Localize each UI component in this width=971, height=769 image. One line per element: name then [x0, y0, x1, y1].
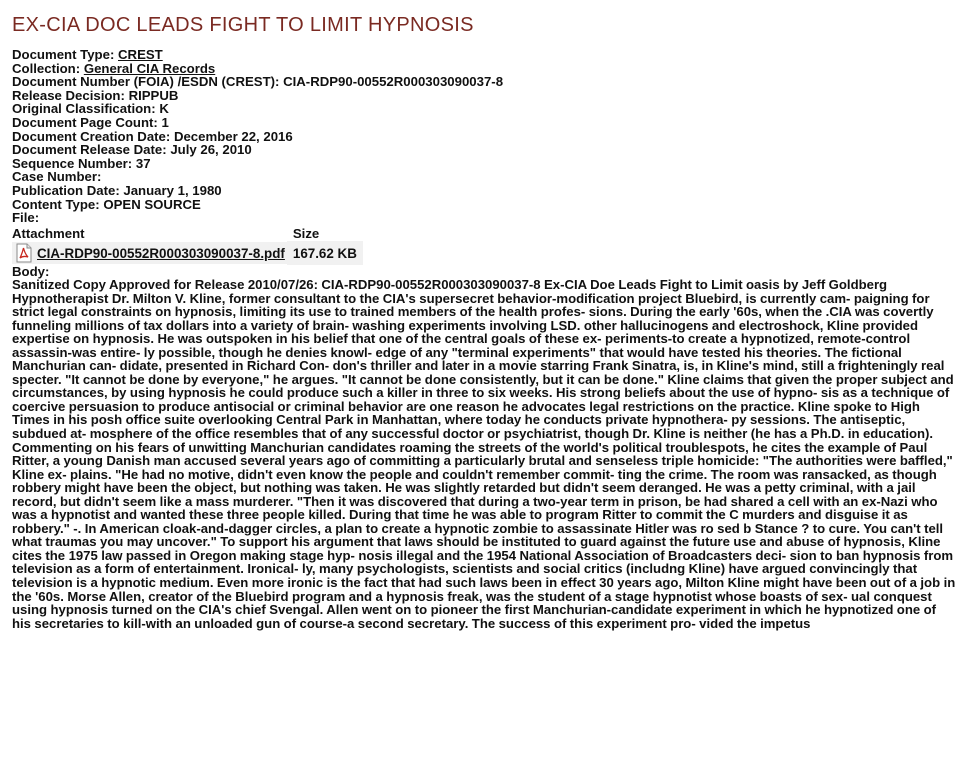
meta-label: Document Number (FOIA) /ESDN (CREST):: [12, 74, 280, 90]
meta-value: 37: [135, 155, 151, 171]
meta-sequence-number: [12, 157, 957, 171]
meta-label: Release Decision:: [12, 87, 125, 103]
meta-creation-date: [12, 130, 957, 144]
meta-value: July 26, 2010: [170, 142, 252, 158]
meta-label: Collection:: [12, 60, 81, 76]
meta-value: RIPPUB: [128, 87, 179, 103]
page-title: EX-CIA DOC LEADS FIGHT TO LIMIT HYPNOSIS: [12, 14, 474, 36]
meta-label: Document Release Date:: [12, 142, 167, 158]
meta-value: OPEN SOURCE: [103, 196, 201, 212]
meta-release-date: [12, 143, 957, 157]
metadata-block: [12, 48, 957, 225]
meta-value: 1: [161, 114, 169, 130]
meta-label: Document Page Count:: [12, 114, 158, 130]
meta-value: January 1, 1980: [123, 182, 222, 198]
attachment-pdf-link[interactable]: CIA-RDP90-00552R000303090037-8.pdf: [37, 245, 285, 261]
meta-label: Original Classification:: [12, 101, 156, 117]
meta-value: K: [159, 101, 169, 117]
meta-label: Sequence Number:: [12, 155, 133, 171]
meta-document-number: [12, 75, 957, 89]
meta-label: File:: [12, 210, 40, 226]
collection-link[interactable]: General CIA Records: [83, 60, 216, 76]
meta-label: Publication Date:: [12, 182, 120, 198]
document-type-link[interactable]: CREST: [118, 47, 163, 62]
meta-label: Case Number:: [12, 169, 102, 185]
meta-label: Document Type:: [12, 47, 115, 62]
meta-file: [12, 211, 957, 225]
meta-release-decision: [12, 89, 957, 103]
meta-case-number: [12, 170, 957, 184]
meta-content-type: [12, 198, 957, 212]
meta-value: December 22, 2016: [173, 128, 293, 144]
meta-page-count: [12, 116, 957, 130]
attachment-cell: [12, 241, 287, 265]
size-column-header: Size: [292, 226, 320, 241]
meta-label: Document Creation Date:: [12, 128, 171, 144]
meta-value: CIA-RDP90-00552R000303090037-8: [283, 74, 504, 90]
body-label: Body:: [12, 264, 50, 279]
meta-publication-date: [12, 184, 957, 198]
attachment-header-row: [12, 226, 363, 241]
attachment-row: [12, 241, 363, 265]
attachment-column-header: Attachment: [12, 226, 85, 241]
meta-document-type: [12, 48, 957, 62]
attachment-file: [12, 242, 287, 264]
body-text: Sanitized Copy Approved for Release 2010/07/26: CIA-RDP90-00552R000303090037-8 Ex-CIA Doe Leads Fight to Limit oasis by Jeff Goldberg Hypnotherapist Dr. Milton V. Kline, former consultant to the CIA's supersecret behavior-modification project Bluebird, is currently cam- paigning for strict legal constraints on hypnosis, limiting its use to trained members of the health profes- sions. During the early '60s, when the .CIA was covertly funneling millions of tax dollars into a variety of brain- washing experiments involving LSD. other hallucinogens and electroshock, Kline provided expertise on hypnosis. He was outspoken in his belief that one of the central goals of these ex- periments-to create a hypnotized, remote-control assassin-was entire- ly possible, though he denies knowl- edge of any "terminal experiments" that would have tested his theories. The fictional Manchurian can- didate, presented in Richard Con- don's thriller and later in a movie starring Frank Sinatra, is, in Kline's mind, still a frighteningly real specter. "It cannot be done by everyone," he argues. "It cannot be done consistently, but it can be done." Kline claims that given the proper subject and circumstances, by using hypnosis he could produce such a killer in three to six weeks. His strong beliefs about the use of hypno- sis as a technique of coercive persuasion to produce antisocial or criminal behavior are one reason he advocates legal restrictions on the practice. Kline spoke to High Times in his posh office suite overlooking Central Park in Manhattan, where today he conducts private hypnothera- py sessions. The antiseptic, subdued at- mosphere of the office resembles that of any successful doctor or psychiatrist, though Dr. Kline is neither (he has a Ph.D. in education). Commenting on his fears of unwitting Manchurian candidates roaming the streets of the world's political troublespots, he cites the example of Paul Ritter, a young Danish man accused several years ago of committing a particularly brutal and senseless triple homicide: "The authorities were baffled," Kline ex- plains. "He had no motive, didn't even know the people and couldn't remember commit- ting the crime. The room was ransacked, as though robbery might have been the object, but nothing was taken. He was slightly retarded but didn't seem deranged. He was a petty criminal, with a jail record, but didn't seem like a mass murderer. "Then it was discovered that during a two-year term in prison, be had shared a cell with an ex-Nazi who was a hypnotist and wanted these three people killed. During that time he was able to program Ritter to commit the C murders and disguise it as robbery." -. In American cloak-and-dagger circles, a plan to create a hypnotic zombie to assassinate Hitler was ro sed b Stance ? to cure. You can't tell what traumas you may uncover." To support his argument that laws should be instituted to guard against the future use and abuse of hypnosis, Kline cites the 1975 law passed in Oregon making stage hyp- nosis illegal and the 1954 National Association of Broadcasters deci- sion to ban hypnosis from television as a form of entertainment. Ironical- ly, many psychologists, scientists and social critics (includng Kline) have argued convincingly that television is a hypnotic medium. Even more ironic is the fact that had such laws been in effect 30 years ago, Milton Kline might have been out of a job in the '60s. Morse Allen, creator of the Bluebird program and a hypnosis freak, was the student of a stage hypnotist whose boasts of sex- ual conquest using hypnosis turned on the CIA's chief Svengal. Allen went on to pioneer the first Manchurian-candidate experiment in which he hypnotized one of his secretaries to kill-with an unloaded gun of course-a second secretary. The success of this experiment pro- vided the impetus: [12, 277, 956, 631]
attachment-size: 167.62 KB: [287, 241, 363, 265]
meta-label: Content Type:: [12, 196, 100, 212]
pdf-icon: [16, 243, 32, 263]
attachment-table: [12, 226, 363, 265]
meta-collection: [12, 62, 957, 76]
meta-original-classification: [12, 102, 957, 116]
